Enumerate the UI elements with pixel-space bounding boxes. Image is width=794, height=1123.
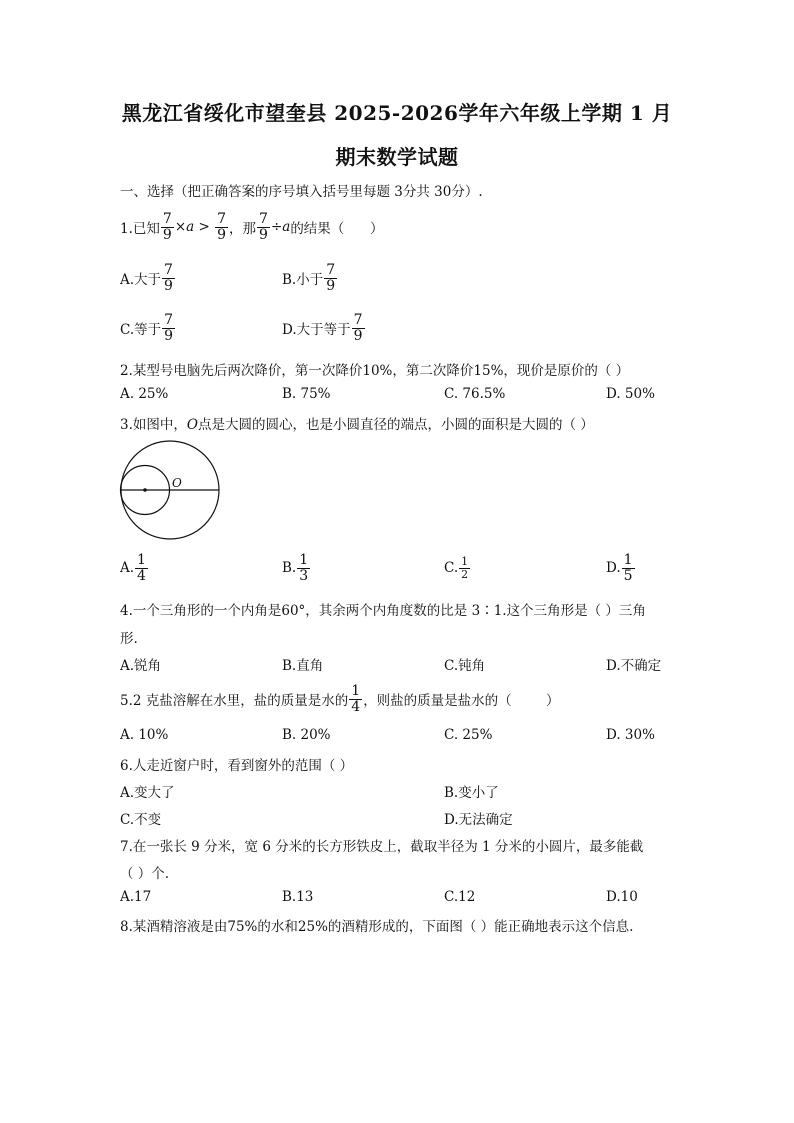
- question-4-line-2: 形.: [120, 631, 138, 647]
- q5-option-a[interactable]: A. 10%: [120, 727, 169, 743]
- small-circle-center: [143, 488, 147, 492]
- q1-fraction-3: $\frac{7}{9}$: [259, 210, 268, 243]
- q1-option-d[interactable]: D.大于等于 $\frac{7}{9}$: [282, 311, 363, 344]
- variable-a-2: a: [282, 219, 291, 235]
- q1-option-b[interactable]: B.小于 $\frac{7}{9}$: [282, 261, 336, 294]
- q2-option-a[interactable]: A. 25%: [120, 386, 169, 402]
- q1-mid-text: ，那: [229, 221, 257, 237]
- q3-option-c[interactable]: C. $\frac{1}{2}$: [444, 554, 469, 581]
- q5-option-d[interactable]: D. 30%: [606, 727, 655, 743]
- center-label-o: O: [172, 476, 182, 490]
- question-1: [120, 207, 384, 247]
- q6-option-c[interactable]: C.不变: [120, 812, 162, 828]
- times-sign: ×: [174, 219, 187, 235]
- q1-option-a[interactable]: A.大于 $\frac{7}{9}$: [120, 261, 173, 294]
- q7-option-a[interactable]: A.17: [120, 889, 152, 905]
- q1-prefix: 1.已知: [120, 221, 160, 237]
- circle-figure: [118, 439, 222, 543]
- question-2: 2.某型号电脑先后两次降价，第一次降价10%，第二次降价15%，现价是原价的（ ）: [120, 363, 630, 379]
- q7-option-d[interactable]: D.10: [606, 889, 638, 905]
- q5-option-b[interactable]: B. 20%: [282, 727, 331, 743]
- q4-option-b[interactable]: B.直角: [282, 658, 324, 674]
- q4-option-d[interactable]: D.不确定: [606, 658, 662, 674]
- variable-a: a: [186, 219, 195, 235]
- q5-fraction: $\frac{1}{4}$: [351, 682, 361, 715]
- title-line-1: 黑龙江省绥化市望奎县 2025-2026学年六年级上学期 1 月: [121, 101, 673, 125]
- question-3: 3.如图中，O点是大圆的圆心，也是小圆直径的端点，小圆的面积是大圆的（ ）: [120, 417, 594, 433]
- question-6: 6.人走近窗户时，看到窗外的范围（ ）: [120, 758, 354, 774]
- question-8: 8.某酒精溶液是由75%的水和25%的酒精形成的，下面图（ ）能正确地表示这个信息.: [120, 919, 634, 935]
- q1-fraction-1: $\frac{7}{9}$: [162, 210, 172, 243]
- q2-option-b[interactable]: B. 75%: [282, 386, 331, 402]
- title-line-2: 期末数学试题: [335, 145, 459, 169]
- section-heading: 一、选择（把正确答案的序号填入括号里每题 3分共 30分）.: [120, 184, 483, 200]
- q6-option-b[interactable]: B.变小了: [444, 785, 499, 801]
- q3-option-a[interactable]: A. $\frac{1}{4}$: [120, 551, 146, 584]
- question-4-line-1: 4.一个三角形的一个内角是60°，其余两个内角度数的比是 3∶1.这个三角形是（ ）三角: [120, 603, 646, 619]
- question-7-line-2: （ ）个.: [120, 866, 170, 882]
- q3-option-d[interactable]: D. $\frac{1}{5}$: [606, 551, 633, 584]
- q7-option-c[interactable]: C.12: [444, 889, 476, 905]
- q7-option-b[interactable]: B.13: [282, 889, 314, 905]
- q1-fraction-2: $\frac{7}{9}$: [217, 210, 227, 243]
- q2-option-d[interactable]: D. 50%: [606, 386, 655, 402]
- q4-option-a[interactable]: A.锐角: [120, 658, 162, 674]
- q3-option-b[interactable]: B. $\frac{1}{3}$: [282, 551, 309, 584]
- question-7-line-1: 7.在一张长 9 分米，宽 6 分米的长方形铁皮上，截取半径为 1 分米的小圆片，最多能截: [120, 839, 644, 855]
- q4-option-c[interactable]: C.钝角: [444, 658, 486, 674]
- divide-sign: ÷: [270, 219, 283, 235]
- greater-than-sign: >: [194, 219, 215, 235]
- question-5: 5.2 克盐溶解在水里，盐的质量是水的 $\frac{1}{4}$ ，则盐的质量是盐水的（ ）: [120, 682, 560, 715]
- q2-option-c[interactable]: C. 76.5%: [444, 386, 506, 402]
- q5-option-c[interactable]: C. 25%: [444, 727, 493, 743]
- q1-option-c[interactable]: C.等于 $\frac{7}{9}$: [120, 311, 174, 344]
- q6-option-a[interactable]: A.变大了: [120, 785, 175, 801]
- q6-option-d[interactable]: D.无法确定: [444, 812, 513, 828]
- q1-suffix: 的结果（ ）: [290, 221, 384, 237]
